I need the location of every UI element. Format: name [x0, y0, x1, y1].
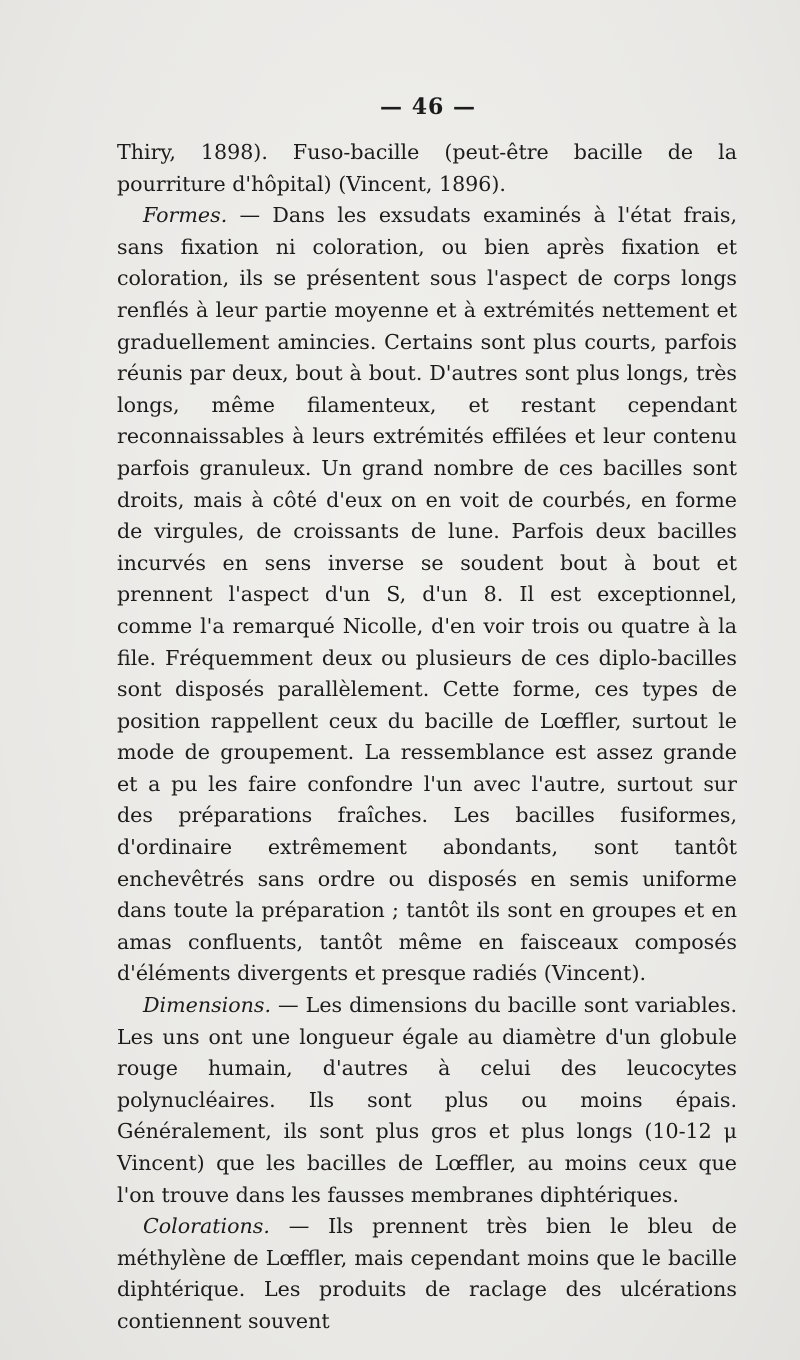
paragraph-text: Thiry, 1898). Fuso-bacille (peut-être bacille de la pourriture d'hôpital) (Vincent, 1896). — [117, 140, 737, 196]
paragraph-colorations — [117, 1211, 737, 1337]
section-label-formes: Formes. — [143, 203, 228, 228]
section-label-colorations: Colorations. — [143, 1214, 270, 1239]
paragraph-formes — [117, 200, 737, 990]
section-label-dimensions: Dimensions. — [143, 993, 272, 1018]
paragraph-text: — Dans les exsudats examinés à l'état frais, sans fixation ni coloration, ou bien après fixation et coloration, ils se présentent sous l'aspect de corps longs renflés à leur partie moyenne et à extrémités nettement et graduellement amincies. Certains sont plus courts, parfois réunis par deux, bout à bout. D'autres sont plus longs, très longs, même filamenteux, et restant cependant reconnaissables à leurs extrémités effilées et leur contenu parfois granuleux. Un grand nombre de ces bacilles sont droits, mais à côté d'eux on en voit de courbés, en forme de virgules, de croissants de lune. Parfois deux bacilles incurvés en sens inverse se soudent bout à bout et prennent l'aspect d'un S, d'un 8. Il est exceptionnel, comme l'a remarqué Nicolle, d'en voir trois ou quatre à la file. Fréquemment deux ou plusieurs de ces diplo-bacilles sont disposés parallèlement. Cette forme, ces types de position rappellent ceux du bacille de Lœffler, surtout le mode de groupement. La ressemblance est assez grande et a pu les faire confondre l'un avec l'autre, surtout sur des préparations fraîches. Les bacilles fusiformes, d'ordinaire extrêmement abondants, sont tantôt enchevêtrés sans ordre ou disposés en semis uniforme dans toute la préparation ; tantôt ils sont en groupes et en amas confluents, tantôt même en faisceaux composés d'éléments divergents et presque radiés (Vincent). — [117, 203, 737, 986]
paragraph-text: — Les dimensions du bacille sont variables. Les uns ont une longueur égale au diamètre d'un globule rouge humain, d'autres à celui des leucocytes polynucléaires. Ils sont plus ou moins épais. Généralement, ils sont plus gros et plus longs (10-12 μ Vincent) que les bacilles de Lœffler, au moins ceux que l'on trouve dans les fausses membranes diphtériques. — [117, 993, 737, 1207]
body-text — [117, 137, 737, 1338]
paragraph-text: — Ils prennent très bien le bleu de méthylène de Lœffler, mais cependant moins que le bacille diphtérique. Les produits de raclage des ulcérations contiennent souvent — [117, 1214, 737, 1333]
paragraph-continuation — [117, 137, 737, 200]
paragraph-dimensions — [117, 990, 737, 1211]
page-number: — 46 — — [380, 94, 476, 120]
